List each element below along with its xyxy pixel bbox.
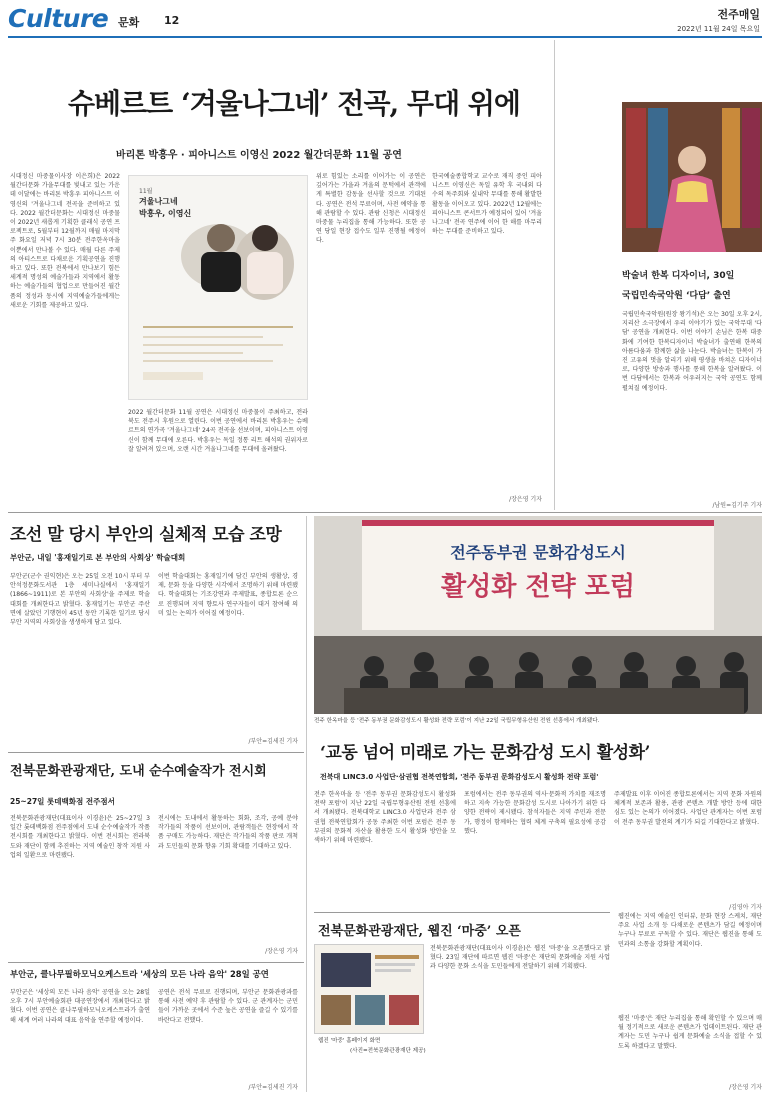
hanbok-illustration (622, 102, 762, 252)
article6-column-1: 전주 한옥마을 등 '전주 동부권 문화감성도시 활성화 전략 포럼'이 지난 22일 국립무형유산원 전원 선흥에서 개최됐다. 전북대학교 LINC3.0 사업단과 전주 삼권협 전북연합회가 공동 주최한 이번 포럼은 전주 동부권의 문화적 자산을 활용한 도시 활성화 방안을 모색하기 위해 마련됐다. (314, 791, 456, 845)
issue-date: 2022년 11월 24일 목요일 (677, 25, 760, 33)
article1-column-3: 위로 힘있는 소리를 이어가는 이 공연은 깊어가는 가을과 겨울의 문턱에서 관객에게 특별한 감동을 선사할 것으로 기대된다. 공연은 전석 무료이며, 사전 예약을 통해 관람할 수 있다. 관람 신청은 시대정신 마중물 누리집을 통해 가능하다. 또한 공연 당일 현장 접수도 일부 진행될 예정이다. (316, 173, 426, 245)
article4-subheadline: 25~27일 롯데백화점 전주점서 (10, 797, 115, 806)
article3-headline: 조선 말 당시 부안의 실체적 모습 조망 (10, 525, 282, 545)
lower-column-divider (306, 516, 307, 1092)
article7-column-3: 웹진 '마중'은 재단 누리집을 통해 확인할 수 있으며 매월 정기적으로 새로운 콘텐츠가 업데이트된다. 재단 관계자는 도민 누구나 쉽게 문화예술 소식을 접할 수 있도록 하겠다고 말했다. (618, 1015, 762, 1050)
article7-column-1: 전북문화관광재단(대표이사 이경윤)은 웹진 '마중'을 오픈했다고 밝혔다. 23일 재단에 따르면 웹진 '마중'은 재단의 문화예술 지원 사업과 다양한 문화 소식을 도민들에게 전달하기 위해 기획됐다. (430, 945, 610, 971)
article2-headline: 국립민속국악원 ‘다담’ 출연 (622, 291, 731, 301)
article7-column-2: 웹진에는 지역 예술인 인터뷰, 문화 현장 스케치, 재단 주요 사업 소개 등 다채로운 콘텐츠가 담길 예정이며 누구나 무료로 구독할 수 있다. 재단은 웹진을 통해 도민과의 소통을 강화할 계획이다. (618, 913, 762, 948)
article5-headline: 부안군, 클나무필하모닉오케스트라 '세상의 모든 나라 음악' 28일 공연 (10, 969, 269, 979)
article4-column-2: 전시에는 도내에서 활동하는 회화, 조각, 공예 분야 작가들의 작품이 선보이며, 관람객들은 현장에서 작품 구매도 가능하다. 재단은 작가들의 작품 판로 개척과 도민들의 문화 향유 기회 확대를 기대하고 있다. (158, 815, 298, 850)
article2-reporter: /남원=김기주 기자 (712, 502, 762, 509)
article5-column-1: 부안군은 '세상의 모든 나라 음악' 공연을 오는 28일 오후 7시 부안예술회관 대공연장에서 개최한다고 밝혔다. 이번 공연은 클나무필하모닉오케스트라가 출연해 세계 여러 나라의 대표 음악을 연주할 예정이다. (10, 989, 150, 1024)
article3-reporter: /부안=김세진 기자 (248, 738, 298, 745)
banner-title-main: 활성화 전략 포럼 (441, 572, 635, 602)
webzine-photo (314, 944, 424, 1034)
article6-column-3: 주제발표 이후 이어진 종합토론에서는 지역 문화 자원의 체계적 보존과 활용, 관광 콘텐츠 개발 방안 등에 대한 심도 있는 논의가 이어졌다. 사업단 관계자는 이번 포럼이 전주 동부권 발전의 계기가 되길 기대한다고 밝혔다. (614, 791, 762, 826)
webzine-illustration (315, 945, 424, 1034)
hanbok-designer-photo (622, 102, 762, 252)
forum-photo-caption: 전주 한옥마을 등 '전주 동부권 문화감성도시 활성화 전략 포럼'이 지난 22일 국립무형유산원 전원 선흥에서 개최됐다. (314, 718, 600, 724)
article3-subheadline: 부안군, 내일 '홍재일기로 본 부안의 사회상' 학술대회 (10, 553, 186, 562)
article3-column-1: 부안군(군수 권익현)은 오는 25일 오전 10시 부터 부안석정문화도서관 1층 세미나실에서 '홍재일기(1866~1911)로 본 부안의 사회상'을 주제로 학술대회를 개최한다고 밝혔다. 홍재일기는 부안군 주산면에 살았던 기행현이 45년 동안 기록한 일기로 당시 부안 지역의 사회상을 생생하게 담고 있다. (10, 573, 150, 627)
page-number: 12 (164, 14, 180, 27)
poster-names: 박흥우, 이영신 (139, 209, 192, 218)
article7-reporter: /장은영 기자 (729, 1084, 762, 1091)
mid-page-rule (8, 512, 762, 513)
poster-title: 겨울나그네 (139, 197, 178, 206)
article3-column-2: 이번 학술대회는 홍재일기에 담긴 부안의 생활상, 경제, 문화 등을 다양한 시각에서 조명하기 위해 마련됐다. 학술대회는 기조강연과 주제발표, 종합토론 순으로 진행되며 지역 향토사 연구자들이 대거 참여해 의미 있는 논의가 이어질 예정이다. (158, 573, 298, 617)
article1-reporter: /장은영 기자 (509, 496, 542, 503)
article7-headline: 전북문화관광재단, 웹진 ‘마중’ 오픈 (318, 924, 521, 939)
article3-bottom-rule (8, 752, 304, 753)
article6-headline: ‘교동 넘어 미래로 가는 문화감성 도시 활성화’ (320, 743, 650, 763)
article1-column-1: 시대정신 마중물이사장 이은희)은 2022 월간더문화 가을무대를 빛내고 있는 가운데 이달에는 바리톤 박흥우 피아니스트 이영신의 '겨울나그네 전곡을 준비하고 있다. 2022 월간더문화는 시대정신 마중물이 2022년 새롭게 기획한 클래식 공연 프로젝트로, 5월부터 12월까지 매월 마지막 주 화요일 저녁 7시 30분 전주한옥마을 이뿐에서 만나볼 수 있다. 매월 다른 주제의 아티스트로 다채로운 기획공연을 진행하고 있다. 또한 전북에서 만나보기 힘든 세계적 명성의 예술가들과 지역에서 활동하는 예술가들의 협업으로 만들어진 월간 품의 정성과 동시에 지역예술가들에게는 새로운 기회를 제공하고 있다. (10, 173, 120, 309)
section-header-en: Culture (8, 4, 109, 33)
article1-subheadline: 바리톤 박흥우 · 피아니스트 이영신 2022 월간더문화 11월 공연 (116, 150, 402, 161)
section-header-kr: 문화 (118, 16, 140, 29)
article4-headline: 전북문화관광재단, 도내 순수예술작가 전시회 (10, 764, 267, 779)
right-column-divider (554, 40, 555, 510)
article6-column-2: 포럼에서는 전주 동부권의 역사·문화적 가치를 재조명하고 지속 가능한 문화감성 도시로 나아가기 위한 다양한 전략이 제시됐다. 참석자들은 지역 주민과 전문가, 행정이 함께하는 협력 체계 구축의 필요성에 공감했다. (464, 791, 606, 835)
webzine-photo-credit: (사진=전북문화관광재단 제공) (350, 1048, 426, 1054)
article2-kicker: 박술녀 한복 디자이너, 30일 (622, 271, 735, 281)
poster-month: 11월 (139, 188, 153, 195)
article6-subheadline: 전북대 LINC3.0 사업단·삼권협 전북연합회, '전주 동부권 문화감성도시 활성화 전략 포럼' (320, 773, 599, 781)
article4-bottom-rule (8, 962, 304, 963)
banner-title-top: 전주동부권 문화감성도시 (450, 543, 626, 562)
article6-bottom-rule (314, 912, 610, 913)
masthead-rule (8, 36, 762, 38)
article4-column-1: 전북문화관광재단(대표이사 이경윤)은 25~27일 3일간 롯데백화점 전주점에서 도내 순수예술작가 작품 전시회를 개최한다고 밝혔다. 이번 전시회는 전라북도와 재단이 함께 추진하는 지역 예술인 창작 지원 사업의 일환으로 마련됐다. (10, 815, 150, 859)
webzine-photo-caption: 웹진 '마중' 홈페이지 화면 (318, 1038, 381, 1044)
concert-poster-photo (128, 175, 308, 400)
article6-reporter: /김영아 기자 (729, 904, 762, 911)
article5-column-2: 공연은 전석 무료로 진행되며, 부안군 문화관광과를 통해 사전 예약 후 관람할 수 있다. 군 관계자는 군민들이 가까운 곳에서 수준 높은 공연을 즐길 수 있기를 바란다고 전했다. (158, 989, 298, 1024)
article1-column-4: 한국예술종합학교 교수로 재직 중인 피아니스트 이영신은 독일 유학 후 국내외 다수의 독주회와 실내악 무대를 통해 활발한 활동을 이어오고 있다. 2022년 12월에는 피아니스트 콘서트가 예정되어 있어 '겨울나그네' 전곡 연주에 이어 한 해를 마무리하는 무대를 준비하고 있다. (432, 173, 542, 236)
article2-body: 국립민속국악원(원장 왕기석)은 오는 30일 오후 2시, 지리산 소극장에서 우리 이야기가 있는 국악무대 '다담' 공연을 개최한다. 이번 이야기 손님은 한복 대중화에 기여한 한복디자이너 박술녀가 출연해 한복의 아름다움과 함께한 삶을 나눈다. 박술녀는 한복이 가진 고유의 멋을 알리기 위해 평생을 바쳐온 디자이너로, 다양한 방송과 행사를 통해 한복을 알려왔다. 이번 다담에서는 한복과 어우러지는 국악 공연도 함께 펼쳐질 예정이다. (622, 311, 762, 392)
article4-reporter: /장은영 기자 (265, 948, 298, 955)
article5-reporter: /부안=김세진 기자 (248, 1084, 298, 1091)
article1-headline: 슈베르트 ‘겨울나그네’ 전곡, 무대 위에 (68, 87, 520, 120)
article1-column-2: 2022 월간더문화 11월 공연은 시대정신 마중물이 주최하고, 전라북도 전주시 후원으로 열린다. 이번 공연에서 바리톤 박흥우는 슈베르트의 연가곡 '겨울나그네' 24곡 전곡을 선보이며, 피아니스트 이영신이 함께 무대에 오른다. 박흥우는 독일 정통 리트 해석의 권위자로 잘 알려져 있으며, 오랜 시간 겨울나그네를 무대에 올려왔다. (128, 409, 308, 453)
newspaper-name: 전주매일 (717, 8, 760, 21)
forum-photo (314, 516, 762, 714)
